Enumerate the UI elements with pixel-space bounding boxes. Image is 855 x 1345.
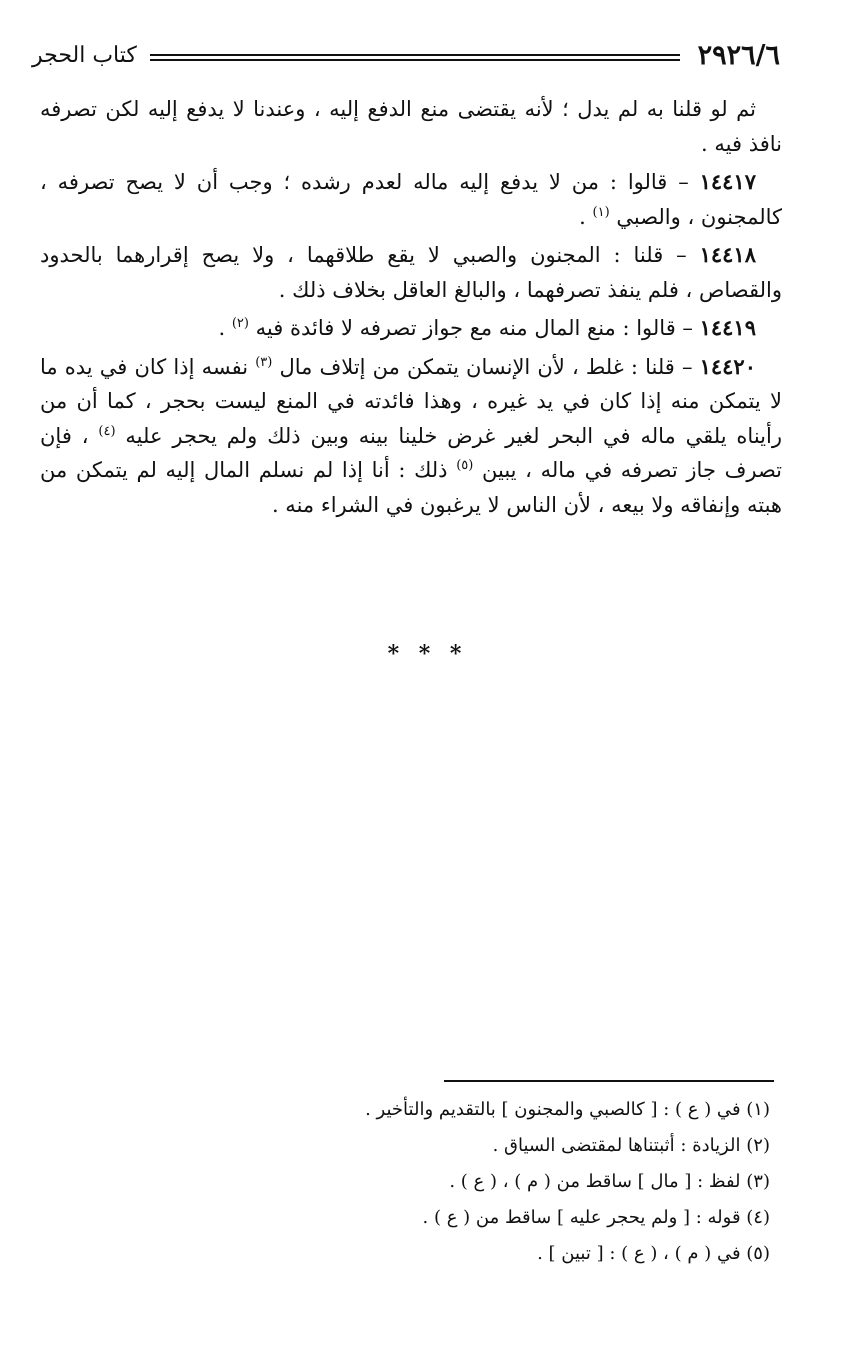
footnote-rule: [444, 1080, 774, 1082]
page-number: ٢٩٢٦/٦: [697, 40, 780, 71]
footnote-item: (٤) قوله : [ ولم يحجر عليه ] ساقط من ( ع ) .: [422, 1207, 770, 1228]
footnote-ref: (٤): [98, 423, 116, 439]
paragraph-number: ١٤٤١٨: [699, 242, 756, 267]
paragraph-text: – قالوا : من لا يدفع إليه ماله لعدم رشده ؛ وجب أن لا يصح تصرفه ، كالمجنون ، والصبي: [40, 170, 782, 229]
paragraph-14419: [40, 311, 782, 346]
paragraph-text: – قالوا : منع المال منه مع جواز تصرفه لا فائدة فيه: [248, 316, 700, 340]
section-separator: * * *: [387, 641, 468, 667]
paragraph-number: ١٤٤١٩: [699, 315, 756, 340]
footnote-item: (٢) الزيادة : أثبتناها لمقتضى السياق .: [492, 1135, 770, 1156]
paragraph-text: ذلك : أنا إذا لم نسلم المال إليه لم يتمكن من هبته وإنفاقه ولا بيعه ، لأن الناس لا يرغبون في الشراء منه .: [40, 458, 782, 517]
paragraph-14420: [40, 350, 782, 523]
footnote-item: (٣) لفظ : [ مال ] ساقط من ( م ) ، ( ع ) .: [449, 1171, 770, 1192]
footnote-ref: (١): [592, 204, 610, 220]
paragraph-text: – قلنا : غلط ، لأن الإنسان يتمكن من إتلاف مال: [272, 354, 700, 379]
paragraph-14418: [40, 238, 782, 307]
paragraph-text: نفسه إذا كان في يده ما لا يتمكن منه إذا كان في يد غيره ، وهذا فائدته في المنع ليست بحجر ، كما أن من رأيناه يلقي ماله في البحر لغير غرض خلينا بينه وبين ذلك ولم يحجر عليه: [40, 354, 782, 448]
paragraph-text: ، فإن تصرف جاز تصرفه في ماله ، يبين: [40, 423, 782, 482]
footnotes: [70, 1092, 770, 1272]
main-text: [40, 92, 782, 526]
header-rule: [150, 54, 680, 61]
footnote-item: (١) في ( ع ) : [ كالصبي والمجنون ] بالتقديم والتأخير .: [365, 1099, 770, 1120]
paragraph-text: – قلنا : المجنون والصبي لا يقع طلاقهما ، ولا يصح إقرارهما بالحدود والقصاص ، فلم ينفذ تصرفهما ، والبالغ العاقل بخلاف ذلك .: [40, 243, 782, 302]
footnote-ref: (٣): [255, 354, 273, 370]
footnote-ref: (٢): [231, 316, 249, 331]
paragraph-number: ١٤٤٢٠: [699, 353, 756, 379]
page-header: [32, 36, 780, 76]
footnote-item: (٥) في ( م ) ، ( ع ) : [ تبين ] .: [537, 1243, 770, 1264]
paragraph-text: ثم لو قلنا به لم يدل ؛ لأنه يقتضى منع الدفع إليه ، وعندنا لا يدفع إليه لكن تصرفه نافذ فيه .: [40, 97, 782, 156]
paragraph-text: .: [579, 204, 593, 229]
paragraph-intro: [40, 92, 782, 161]
book-title: كتاب الحجر: [32, 43, 137, 68]
paragraph-14417: [40, 165, 782, 234]
paragraph-number: ١٤٤١٧: [699, 169, 756, 194]
footnote-ref: (٥): [456, 458, 474, 473]
paragraph-text: .: [218, 316, 232, 340]
